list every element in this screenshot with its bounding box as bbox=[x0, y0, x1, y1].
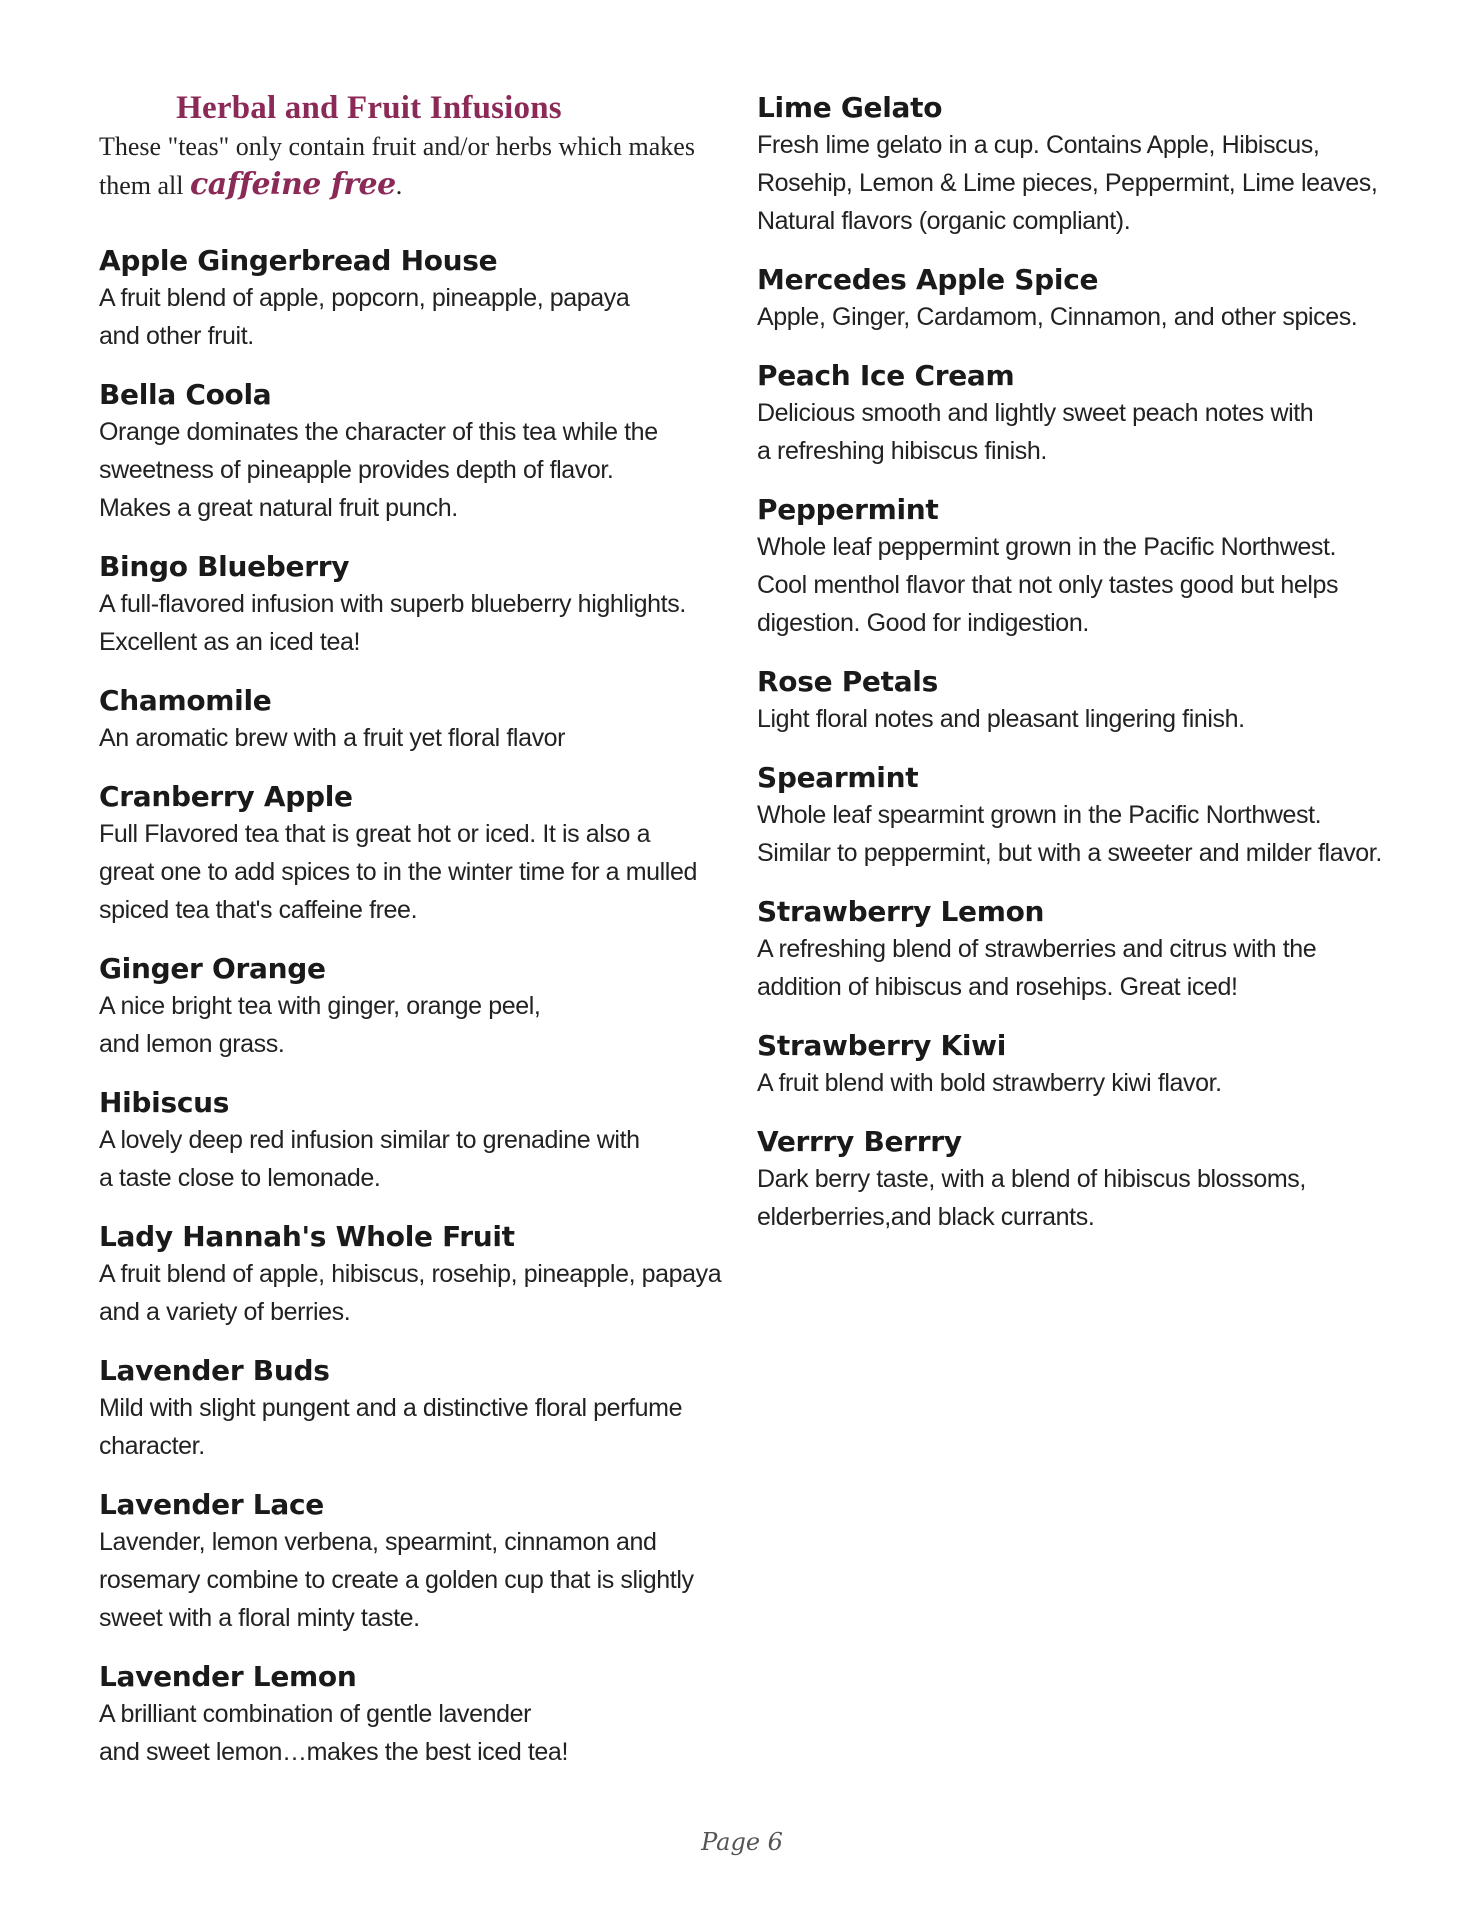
tea-item bbox=[99, 683, 739, 757]
tea-name: Peppermint bbox=[757, 493, 939, 526]
tea-description-line: Light floral notes and pleasant lingering finish. bbox=[757, 705, 1245, 733]
tea-description-line: and lemon grass. bbox=[99, 1030, 285, 1059]
tea-name: Rose Petals bbox=[757, 665, 938, 698]
tea-description-line: A fruit blend of apple, hibiscus, rosehip, pineapple, papaya bbox=[99, 1260, 722, 1289]
tea-item bbox=[757, 358, 1397, 470]
intro-body: These "teas" only contain fruit and/or herbs which makes them all bbox=[99, 132, 695, 201]
tea-item bbox=[757, 760, 1397, 872]
tea-description-line: A brilliant combination of gentle lavender bbox=[99, 1700, 532, 1729]
tea-item bbox=[99, 1659, 739, 1771]
tea-name: Ginger Orange bbox=[99, 952, 326, 986]
tea-item bbox=[99, 377, 739, 527]
tea-name: Lavender Lemon bbox=[99, 1660, 357, 1694]
tea-item bbox=[99, 779, 739, 929]
tea-name: Spearmint bbox=[757, 761, 919, 794]
tea-description-line: Dark berry taste, with a blend of hibiscus blossoms, bbox=[757, 1165, 1306, 1193]
right-tea-list bbox=[757, 90, 1397, 1236]
intro-suffix: . bbox=[395, 171, 403, 201]
caffeine-free-accent: caffeine free bbox=[189, 167, 396, 203]
tea-item bbox=[99, 1085, 739, 1197]
tea-description-line: A nice bright tea with ginger, orange peel, bbox=[99, 992, 541, 1021]
tea-description-line: Rosehip, Lemon & Lime pieces, Peppermint, Lime leaves, bbox=[757, 169, 1378, 197]
tea-description-line: Natural flavors (organic compliant). bbox=[757, 207, 1131, 235]
left-column bbox=[99, 90, 739, 1793]
tea-item bbox=[99, 1487, 739, 1637]
tea-item bbox=[99, 1353, 739, 1465]
tea-item bbox=[99, 243, 739, 355]
tea-description-line: and a variety of berries. bbox=[99, 1298, 351, 1327]
tea-description-line: Lavender, lemon verbena, spearmint, cinnamon and bbox=[99, 1528, 657, 1557]
tea-description-line: Whole leaf spearmint grown in the Pacific Northwest. bbox=[757, 801, 1322, 829]
tea-description-line: Whole leaf peppermint grown in the Pacific Northwest. bbox=[757, 533, 1337, 561]
tea-description-line: a refreshing hibiscus finish. bbox=[757, 437, 1047, 465]
tea-description-line: elderberries,and black currants. bbox=[757, 1203, 1095, 1231]
tea-description-line: sweetness of pineapple provides depth of flavor. bbox=[99, 456, 614, 485]
tea-description-line: Similar to peppermint, but with a sweeter and milder flavor. bbox=[757, 839, 1382, 867]
tea-description-line: addition of hibiscus and rosehips. Great iced! bbox=[757, 973, 1238, 1001]
tea-description-line: sweet with a floral minty taste. bbox=[99, 1604, 420, 1633]
tea-name: Verrry Berrry bbox=[757, 1125, 962, 1158]
tea-item bbox=[757, 1124, 1397, 1236]
tea-description-line: A lovely deep red infusion similar to grenadine with bbox=[99, 1126, 640, 1155]
tea-description-line: Makes a great natural fruit punch. bbox=[99, 494, 458, 523]
tea-name: Lime Gelato bbox=[757, 91, 943, 124]
tea-name: Cranberry Apple bbox=[99, 780, 353, 814]
tea-name: Peach Ice Cream bbox=[757, 359, 1015, 392]
tea-name: Apple Gingerbread House bbox=[99, 244, 498, 278]
tea-description-line: An aromatic brew with a fruit yet floral flavor bbox=[99, 724, 566, 753]
tea-description-line: rosemary combine to create a golden cup that is slightly bbox=[99, 1566, 694, 1595]
tea-item bbox=[99, 549, 739, 661]
tea-description-line: A fruit blend of apple, popcorn, pineapple, papaya bbox=[99, 284, 630, 313]
intro-text bbox=[99, 128, 739, 205]
tea-item bbox=[757, 90, 1397, 240]
tea-item bbox=[99, 1219, 739, 1331]
page-number: Page 6 bbox=[701, 1828, 783, 1856]
tea-name: Bella Coola bbox=[99, 378, 272, 412]
tea-description-line: character. bbox=[99, 1432, 205, 1461]
tea-description-line: Orange dominates the character of this tea while the bbox=[99, 418, 658, 447]
left-tea-list bbox=[99, 243, 739, 1771]
tea-description-line: a taste close to lemonade. bbox=[99, 1164, 381, 1193]
tea-description-line: A fruit blend with bold strawberry kiwi flavor. bbox=[757, 1069, 1222, 1097]
tea-description-line: Apple, Ginger, Cardamom, Cinnamon, and other spices. bbox=[757, 303, 1358, 331]
tea-name: Lavender Buds bbox=[99, 1354, 330, 1388]
tea-item bbox=[757, 262, 1397, 336]
tea-item bbox=[757, 1028, 1397, 1102]
tea-item bbox=[99, 951, 739, 1063]
tea-description-line: great one to add spices to in the winter time for a mulled bbox=[99, 858, 697, 887]
tea-description-line: Excellent as an iced tea! bbox=[99, 628, 360, 657]
tea-name: Strawberry Kiwi bbox=[757, 1029, 1007, 1062]
tea-description-line: Full Flavored tea that is great hot or iced. It is also a bbox=[99, 820, 651, 849]
tea-name: Lavender Lace bbox=[99, 1488, 324, 1522]
tea-name: Lady Hannah's Whole Fruit bbox=[99, 1220, 515, 1254]
tea-description-line: and sweet lemon…makes the best iced tea! bbox=[99, 1738, 568, 1767]
tea-description-line: Delicious smooth and lightly sweet peach notes with bbox=[757, 399, 1314, 427]
tea-item bbox=[757, 664, 1397, 738]
tea-description-line: spiced tea that's caffeine free. bbox=[99, 896, 418, 925]
tea-description-line: Cool menthol flavor that not only tastes good but helps bbox=[757, 571, 1339, 599]
tea-name: Hibiscus bbox=[99, 1086, 230, 1120]
tea-name: Mercedes Apple Spice bbox=[757, 263, 1099, 296]
tea-name: Bingo Blueberry bbox=[99, 550, 350, 584]
tea-item bbox=[757, 894, 1397, 1006]
tea-name: Chamomile bbox=[99, 684, 272, 718]
tea-description-line: and other fruit. bbox=[99, 322, 254, 351]
page-title: Herbal and Fruit Infusions bbox=[176, 90, 562, 126]
tea-name: Strawberry Lemon bbox=[757, 895, 1045, 928]
tea-description-line: A full-flavored infusion with superb blueberry highlights. bbox=[99, 590, 686, 619]
tea-description-line: A refreshing blend of strawberries and citrus with the bbox=[757, 935, 1317, 963]
tea-description-line: Mild with slight pungent and a distinctive floral perfume bbox=[99, 1394, 683, 1423]
tea-item bbox=[757, 492, 1397, 642]
tea-description-line: digestion. Good for indigestion. bbox=[757, 609, 1089, 637]
right-column bbox=[757, 90, 1397, 1258]
tea-description-line: Fresh lime gelato in a cup. Contains Apple, Hibiscus, bbox=[757, 131, 1320, 159]
